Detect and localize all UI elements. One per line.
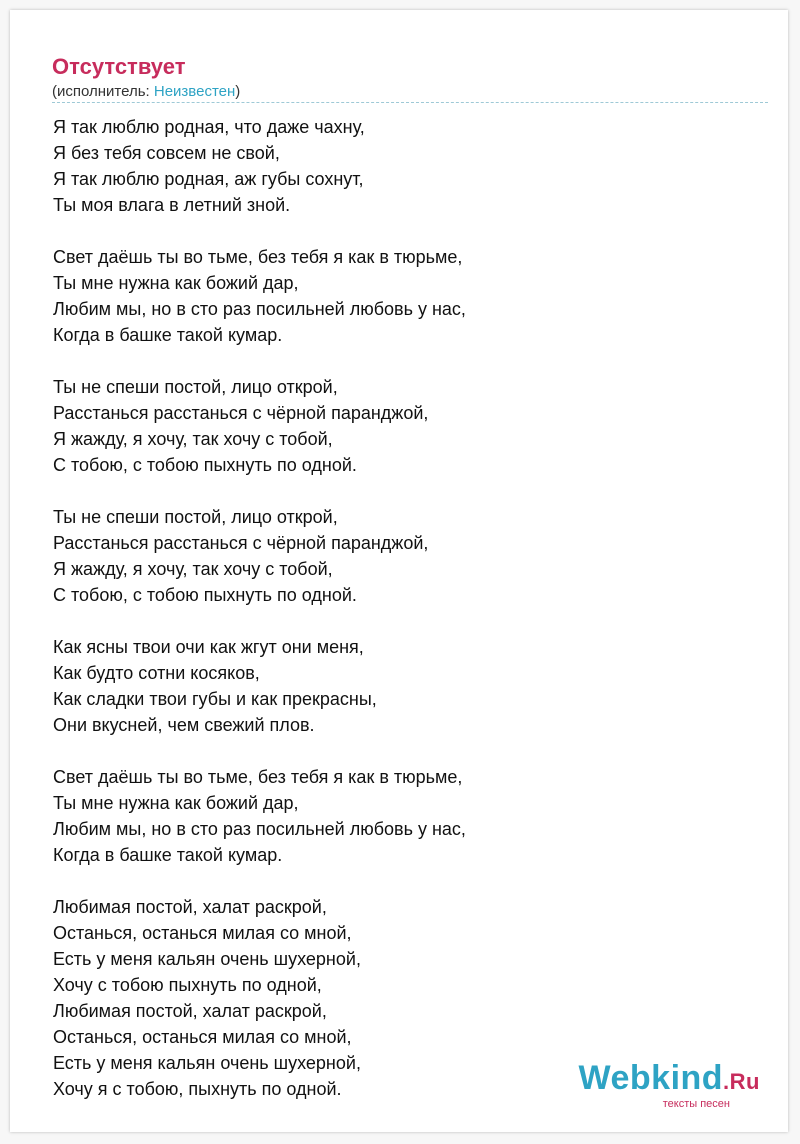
lyrics-stanza [53,114,769,218]
site-logo[interactable] [560,1060,760,1110]
lyrics-line: Ты мне нужна как божий дар, [53,793,299,813]
lyrics-line: Есть у меня кальян очень шухерной, [53,1053,361,1073]
lyrics-line: Я жажду, я хочу, так хочу с тобой, [53,429,333,449]
lyrics-line: Останься, останься милая со мной, [53,1027,352,1047]
lyrics-line: Ты мне нужна как божий дар, [53,273,299,293]
lyrics-line: Останься, останься милая со мной, [53,923,352,943]
lyrics-line: Когда в башке такой кумар. [53,845,283,865]
logo-wordmark [560,1060,760,1100]
song-title: Отсутствует [52,54,186,79]
lyrics-stanza [53,244,769,348]
lyrics-line: С тобою, с тобою пыхнуть по одной. [53,455,357,475]
lyrics-sheet [10,10,788,1132]
lyrics-line: Любим мы, но в сто раз посильней любовь у нас, [53,299,466,319]
lyrics-line: Расстанься расстанься с чёрной паранджой, [53,533,429,553]
lyrics-line: Хочу с тобою пыхнуть по одной, [53,975,322,995]
lyrics-stanza [53,504,769,608]
lyrics-line: Ты не спеши постой, лицо открой, [53,507,338,527]
lyrics-line: Как сладки твои губы и как прекрасны, [53,689,377,709]
lyrics-line: Я так люблю родная, что даже чахну, [53,117,365,137]
lyrics-line: Свет даёшь ты во тьме, без тебя я как в тюрьме, [53,247,463,267]
lyrics-line: Любим мы, но в сто раз посильней любовь у нас, [53,819,466,839]
lyrics-line: Как будто сотни косяков, [53,663,260,683]
logo-suffix: .Ru [723,1069,760,1094]
lyrics-line: Любимая постой, халат раскрой, [53,897,327,917]
lyrics-line: Есть у меня кальян очень шухерной, [53,949,361,969]
lyrics-line: Они вкусней, чем свежий плов. [53,715,315,735]
artist-link[interactable]: Неизвестен [153,83,236,100]
artist-prefix: (исполнитель: [52,83,154,100]
lyrics-line: Ты моя влага в летний зной. [53,195,291,215]
lyrics-line: Расстанься расстанься с чёрной паранджой, [53,403,429,423]
lyrics-stanza [53,764,769,868]
lyrics-line: Как ясны твои очи как жгут они меня, [53,637,364,657]
lyrics-stanza [53,634,769,738]
artist-line [52,82,768,102]
lyrics-line: Я так люблю родная, аж губы сохнут, [53,169,364,189]
lyrics-body [53,114,769,1128]
song-header [52,54,768,102]
logo-subtitle: тексты песен [662,1098,730,1110]
lyrics-line: С тобою, с тобою пыхнуть по одной. [53,585,357,605]
lyrics-line: Любимая постой, халат раскрой, [53,1001,327,1021]
header-divider [52,102,768,103]
logo-main-text: Webkind [578,1059,724,1097]
lyrics-line: Я жажду, я хочу, так хочу с тобой, [53,559,333,579]
artist-suffix: ) [235,83,241,100]
lyrics-stanza [53,374,769,478]
lyrics-line: Ты не спеши постой, лицо открой, [53,377,338,397]
lyrics-line: Свет даёшь ты во тьме, без тебя я как в тюрьме, [53,767,463,787]
lyrics-line: Я без тебя совсем не свой, [53,143,280,163]
lyrics-line: Когда в башке такой кумар. [53,325,283,345]
lyrics-line: Хочу я с тобою, пыхнуть по одной. [53,1079,342,1099]
